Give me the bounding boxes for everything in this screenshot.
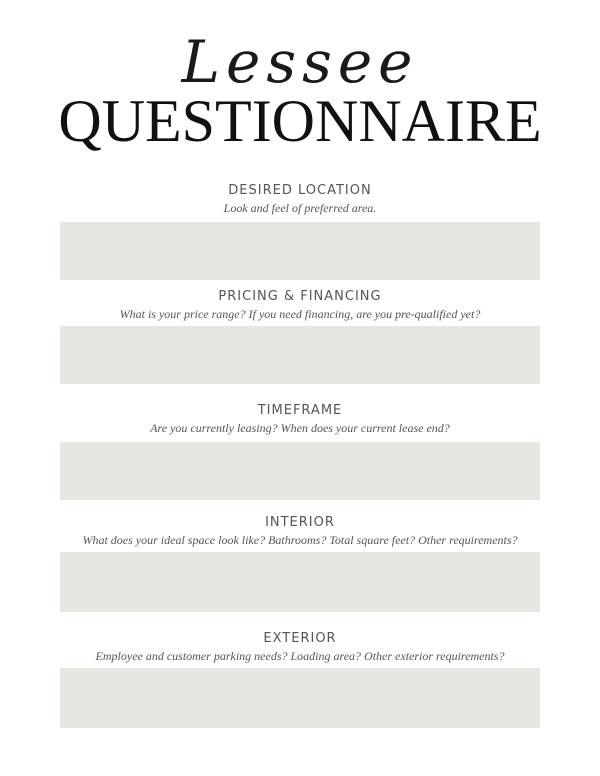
- section-heading: PRICING & FINANCING: [218, 289, 382, 304]
- script-title: Lessee: [181, 28, 419, 96]
- answer-field-exterior[interactable]: [60, 668, 540, 728]
- answer-field-interior[interactable]: [60, 552, 540, 612]
- answer-field-pricing-financing[interactable]: [60, 326, 540, 384]
- section-subtitle: What is your price range? If you need financing, are you pre-qualified yet?: [119, 307, 481, 321]
- section-heading: INTERIOR: [265, 515, 335, 530]
- section-subtitle: What does your ideal space look like? Bathrooms? Total square feet? Other requirements?: [82, 533, 518, 547]
- section-interior: [0, 514, 600, 548]
- section-subtitle: Are you currently leasing? When does your current lease end?: [150, 421, 450, 435]
- section-heading: DESIRED LOCATION: [228, 183, 372, 198]
- page-title: QUESTIONNAIRE: [58, 88, 542, 154]
- section-heading: TIMEFRAME: [257, 403, 343, 418]
- section-heading: EXTERIOR: [263, 631, 337, 646]
- section-timeframe: [0, 402, 600, 436]
- section-pricing-financing: [0, 288, 600, 322]
- answer-field-timeframe[interactable]: [60, 442, 540, 500]
- section-desired-location: [0, 182, 600, 216]
- section-exterior: [0, 630, 600, 664]
- section-subtitle: Look and feel of preferred area.: [223, 201, 377, 215]
- answer-field-desired-location[interactable]: [60, 222, 540, 280]
- section-subtitle: Employee and customer parking needs? Loading area? Other exterior requirements?: [95, 649, 505, 663]
